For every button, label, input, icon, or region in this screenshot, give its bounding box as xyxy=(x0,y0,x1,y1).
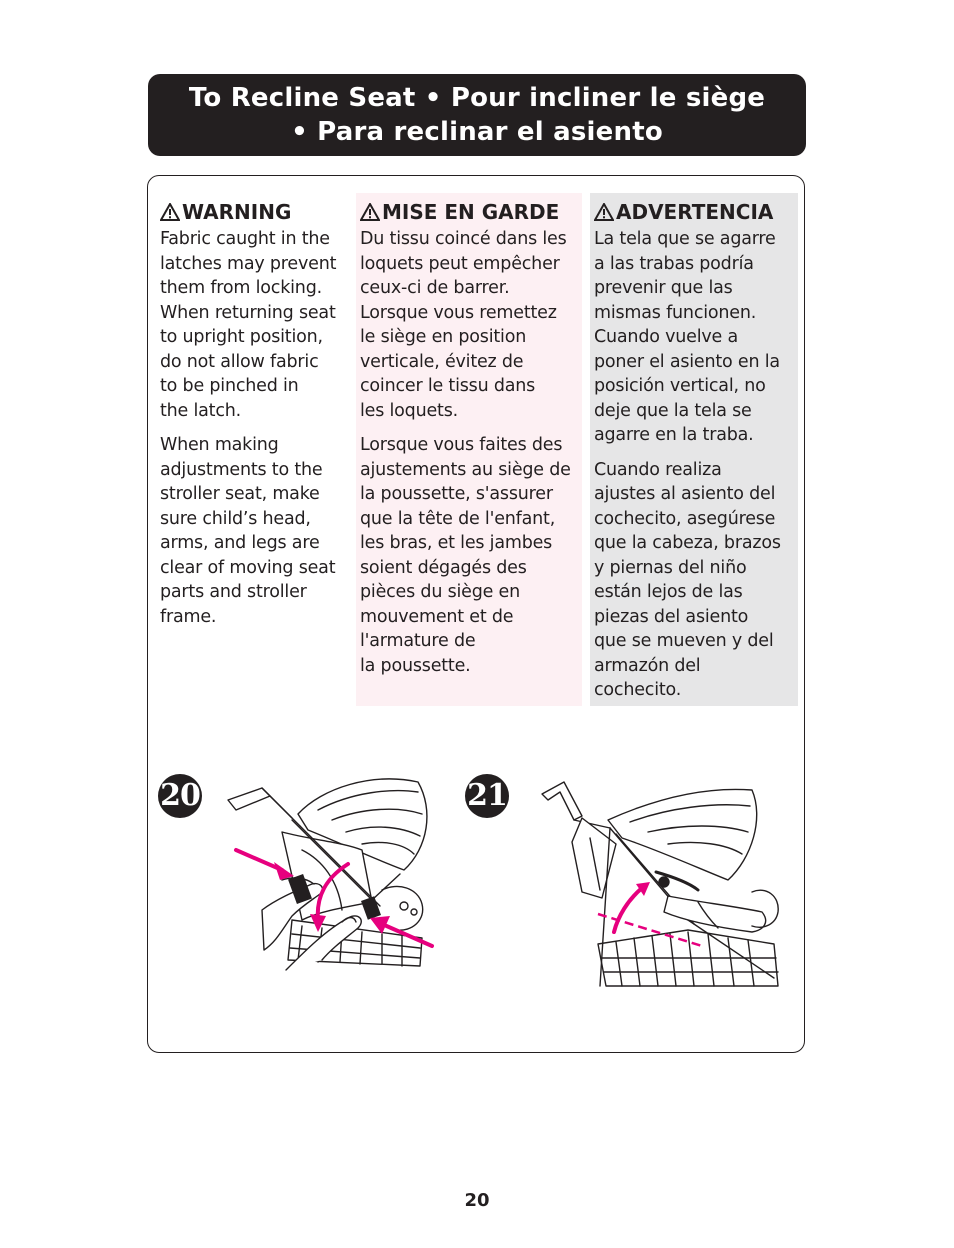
warning-heading-text: WARNING xyxy=(182,200,292,224)
warning-paragraph: La tela que se agarre a las trabas podría prevenir que las mismas funcionen. Cuando vuelve a poner el asiento en la posición vertical, no deje que la tela se agarre en la traba. xyxy=(594,229,780,445)
step-number-badge: 20 xyxy=(158,774,202,818)
warning-french xyxy=(356,193,582,706)
warning-paragraph: Du tissu coincé dans les loquets peut empêcher ceux-ci de barrer. Lorsque vous remettez le siège en position verticale, évitez de coincer le tissu dans les loquets. xyxy=(360,229,567,421)
warning-triangle-icon xyxy=(160,203,180,221)
recline-latch-squeeze-illustration xyxy=(222,770,438,980)
warning-heading-english xyxy=(160,197,352,227)
title-line-1: To Recline Seat • Pour incliner le siège xyxy=(188,83,766,113)
seat-reclined-arrow-illustration xyxy=(538,772,784,988)
title-banner xyxy=(148,74,806,156)
warning-paragraph: Fabric caught in the latches may prevent them from locking. When returning seat to upright position, do not allow fabric to be pinched in the latch. xyxy=(160,229,337,421)
page-number: 20 xyxy=(464,1190,490,1211)
warning-english xyxy=(156,193,352,639)
warning-paragraph: Cuando realiza ajustes al asiento del cochecito, asegúrese que la cabeza, brazos y piernas del niño están lejos de las piezas del asiento que se mueven y del armazón del cochecito. xyxy=(594,459,781,700)
warning-triangle-icon xyxy=(594,203,614,221)
warning-paragraph: When making adjustments to the stroller seat, make sure child’s head, arms, and legs are clear of moving seat parts and stroller frame. xyxy=(160,435,336,627)
warning-heading-text: ADVERTENCIA xyxy=(616,200,774,224)
title-line-2: • Para reclinar el asiento xyxy=(291,117,663,147)
step-number-badge: 21 xyxy=(465,774,509,818)
warning-heading-french xyxy=(360,197,582,227)
warning-spanish xyxy=(590,193,798,706)
warning-heading-spanish xyxy=(594,197,798,227)
warning-heading-text: MISE EN GARDE xyxy=(382,200,560,224)
warning-paragraph: Lorsque vous faites des ajustements au siège de la poussette, s'assurer que la tête de l'enfant, les bras, et les jambes soient dégagés des pièces du siège en mouvement et de l'armature de la poussette. xyxy=(360,435,571,676)
warning-triangle-icon xyxy=(360,203,380,221)
